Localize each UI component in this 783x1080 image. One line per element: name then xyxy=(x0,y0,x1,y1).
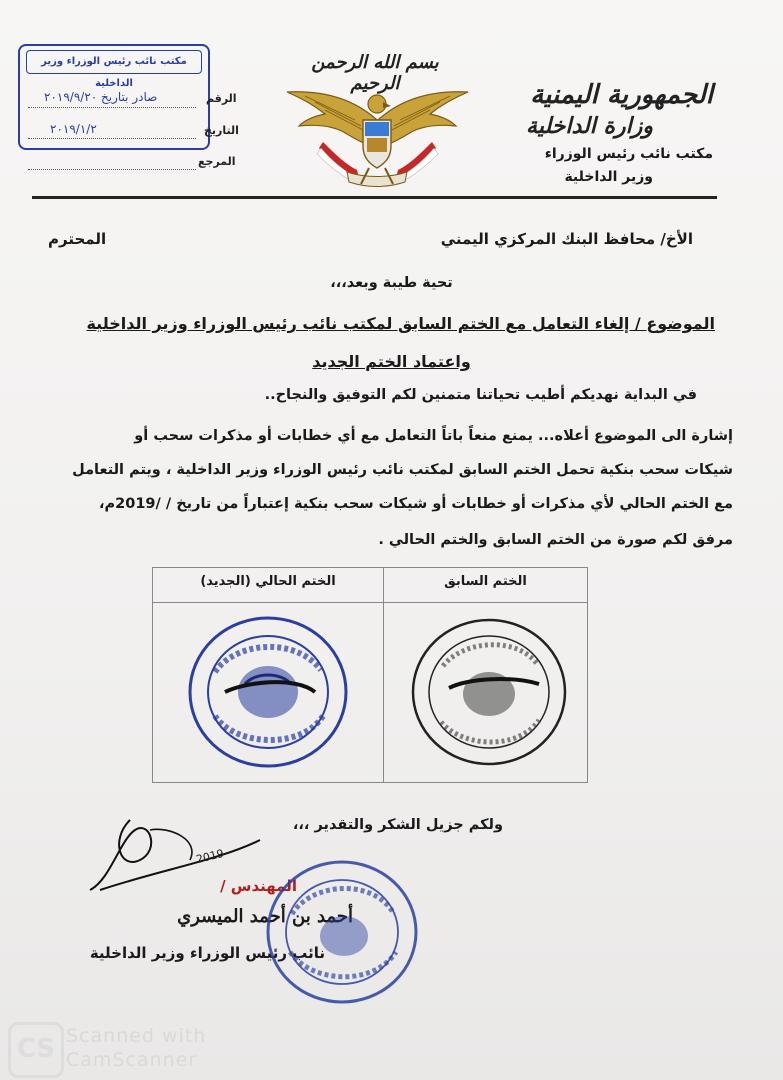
reference-stamp xyxy=(18,44,210,150)
signatory-name: أحمد بن أحمد الميسري xyxy=(177,906,353,927)
new-seal-icon xyxy=(185,612,351,772)
date-line xyxy=(28,137,196,139)
old-seal-icon xyxy=(409,614,569,770)
number-line xyxy=(28,106,196,108)
reference-stamp-header: مكتب نائب رئيس الوزراء وزير الداخلية xyxy=(26,50,202,74)
watermark-line-1: Scanned with xyxy=(66,1025,207,1047)
honorific: المحترم xyxy=(48,230,107,248)
date-value: ٢٠١٩/١/٢ xyxy=(50,122,97,136)
table-header-divider xyxy=(153,602,587,603)
closing-line: ولكم جزيل الشكر والتقدير ،،، xyxy=(292,817,503,833)
body-line-1: إشارة الى الموضوع أعلاه... يمنع منعاً باتاً التعامل مع أي خطابات أو مذكرات سحب أو xyxy=(134,428,733,444)
addressee: الأخ/ محافظ البنك المركزي اليمني xyxy=(440,230,693,248)
reference-line xyxy=(28,168,196,170)
minister-title: وزير الداخلية xyxy=(564,169,653,185)
signature-date: 2019 xyxy=(194,846,226,867)
official-seal-icon xyxy=(264,856,420,1008)
date-label: التاريخ xyxy=(204,124,239,137)
office-title: مكتب نائب رئيس الوزراء xyxy=(544,146,713,162)
signatory-position: نائب رئيس الوزراء وزير الداخلية xyxy=(89,944,325,962)
basmala: بسم الله الرحمن الرحيم xyxy=(311,52,439,94)
signatory-title: المهندس / xyxy=(220,877,297,895)
table-divider xyxy=(383,568,384,782)
body-line-2: شيكات سحب بنكية تحمل الختم السابق لمكتب نائب رئيس الوزراء وزير الداخلية ، ويتم التعامل xyxy=(72,462,733,478)
header-divider xyxy=(32,196,717,199)
yemen-emblem-icon xyxy=(285,80,470,190)
intro-paragraph: في البداية نهديكم أطيب تحياتنا متمنين لكم التوفيق والنجاح.. xyxy=(264,387,697,403)
number-label: الرقم xyxy=(206,92,237,105)
letterhead xyxy=(483,78,713,188)
number-value: صادر بتاريخ ٢٠١٩/٩/٢٠ xyxy=(44,90,158,104)
subject-line-2: واعتماد الختم الجديد xyxy=(312,352,471,371)
camscanner-logo-icon: CS xyxy=(8,1022,64,1078)
republic-title: الجمهورية اليمنية xyxy=(530,80,713,110)
subject-line-1: الموضوع / إلغاء التعامل مع الختم السابق لمكتب نائب رئيس الوزراء وزير الداخلية xyxy=(86,314,715,333)
stamps-table xyxy=(152,567,588,783)
watermark-line-2: CamScanner xyxy=(66,1049,198,1071)
reference-label: المرجع xyxy=(198,155,236,168)
body-line-3: مع الختم الحالي لأي مذكرات أو خطابات أو شيكات سحب بنكية إعتباراً من تاريخ / /2019م، xyxy=(99,496,733,512)
body-line-4: مرفق لكم صورة من الختم السابق والختم الحالي . xyxy=(378,532,733,548)
greeting: تحية طيبة وبعد،،، xyxy=(330,275,453,291)
ministry-title: وزارة الداخلية xyxy=(526,113,653,139)
new-stamp-caption: الختم الحالي (الجديد) xyxy=(200,574,336,589)
old-stamp-caption: الختم السابق xyxy=(444,574,527,589)
camscanner-watermark xyxy=(66,1024,206,1072)
